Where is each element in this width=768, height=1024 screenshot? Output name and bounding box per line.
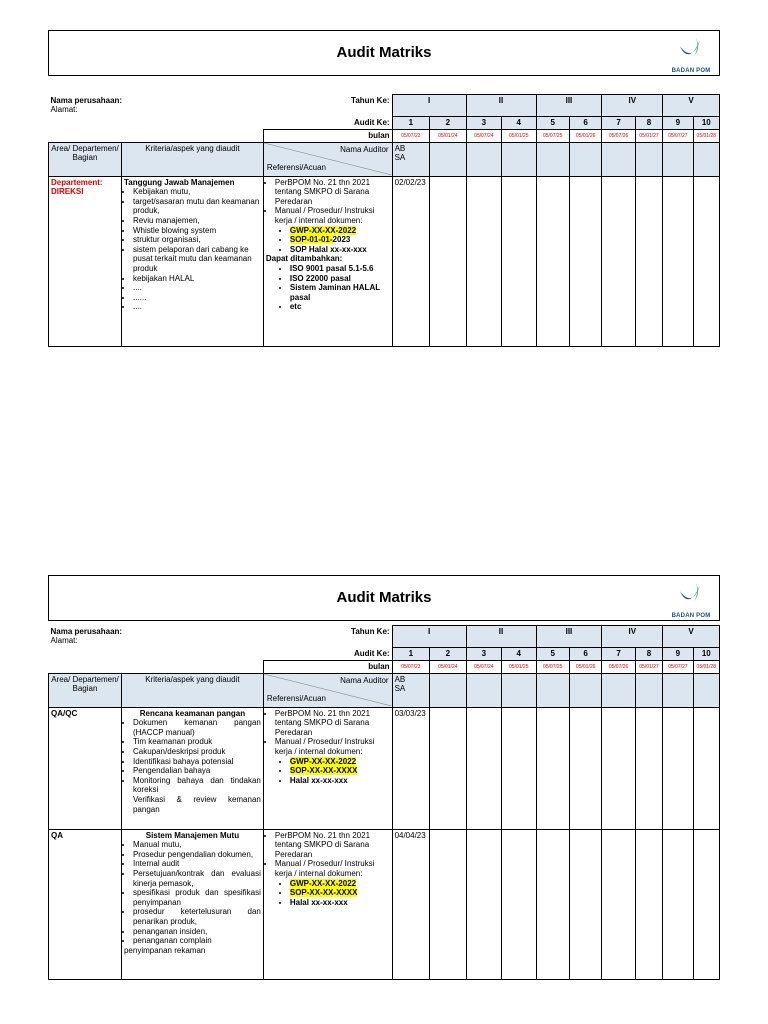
audit-table-2 (48, 625, 720, 980)
date-7: 05/07/26 (602, 660, 635, 673)
auditor-initials: AB SA (392, 673, 430, 707)
list-item: • SOP-01-01-2023 (290, 235, 390, 245)
list-item: • Cakupan/deskripsi produk (133, 747, 261, 757)
criteria-cell (121, 176, 263, 346)
list-item: • Prosedur pengendalian dokumen, (133, 850, 261, 860)
list-item: • Halal xx-xx-xxx (290, 898, 390, 908)
year-4: IV (602, 95, 663, 117)
criteria-header: Kriteria/aspek yang diaudit (121, 142, 263, 176)
date-3: 05/07/24 (466, 129, 501, 142)
criteria-tail: Verifikasi & review kemanan pangan (132, 794, 261, 814)
area-cell: QA (49, 829, 122, 979)
audit-1: 1 (392, 648, 430, 661)
list-item: • PerBPOM No. 21 thn 2021 tentang SMKPO di Sarana Peredaran (275, 709, 390, 738)
list-item: • spesifikasi produk dan spesifikasi penyimpanan (133, 888, 261, 907)
date-8: 05/01/27 (635, 660, 662, 673)
date-10: 05/01/28 (693, 129, 719, 142)
date-7: 05/07/26 (602, 129, 635, 142)
date-5: 05/07/25 (536, 660, 569, 673)
audit-7: 7 (602, 117, 635, 130)
list-item: • kebijakan HALAL (133, 274, 261, 284)
audit-5: 5 (536, 117, 569, 130)
audit-8: 8 (635, 648, 662, 661)
badan-pom-logo (666, 581, 716, 619)
list-item: • Monitoring bahaya dan tindakan koreksi (133, 776, 261, 795)
title-box (48, 575, 720, 621)
audit-2: 2 (430, 648, 467, 661)
auditor-ref-header (263, 142, 392, 176)
list-item: • Persetujuan/kontrak dan evaluasi kinerja pemasok, (133, 869, 261, 888)
bulan-label: bulan (263, 129, 392, 142)
list-item: • PerBPOM No. 21 thn 2021 tentang SMKPO di Sarana Peredaran (275, 178, 390, 207)
list-item: • Tim keamanan produk (133, 737, 261, 747)
company-name-label: Nama perusahaan: (50, 95, 123, 105)
company-info (49, 626, 264, 648)
audit-1: 1 (392, 117, 430, 130)
audit-3: 3 (466, 648, 501, 661)
area-cell: QA/QC (49, 707, 122, 829)
audit-date-cell: 02/02/23 (392, 176, 430, 346)
list-item: • Manual / Prosedur/ Instruksi kerja / internal dokumen: (275, 859, 390, 878)
list-item: • .... (133, 302, 261, 312)
date-10: 05/01/28 (693, 660, 719, 673)
auditor-ref-header (263, 673, 392, 707)
list-item: • GWP-XX-XX-2022 (290, 226, 390, 236)
company-name-label: Nama perusahaan: (50, 626, 123, 636)
badan-pom-logo (666, 36, 716, 74)
title-box (48, 30, 720, 76)
referensi-label: Referensi/Acuan (266, 694, 327, 703)
list-item: • target/sasaran mutu dan keamanan produk, (133, 197, 261, 216)
list-item: • Identifikasi bahaya potensial (133, 757, 261, 767)
year-2: II (466, 95, 536, 117)
audit-5: 5 (536, 648, 569, 661)
list-item: • .... (133, 283, 261, 293)
list-item: • SOP-XX-XX-XXXX (290, 888, 390, 898)
list-item: • penanganan insiden, (133, 927, 261, 937)
list-item: • penanganan complain (133, 936, 261, 946)
audit-4: 4 (502, 117, 536, 130)
criteria-cell (121, 829, 263, 979)
date-1: 05/07/23 (392, 660, 430, 673)
audit-table-1 (48, 94, 720, 347)
date-4: 05/01/25 (502, 129, 536, 142)
audit-2: 2 (430, 117, 467, 130)
list-item: • Kebijakan mutu, (133, 187, 261, 197)
audit-4: 4 (502, 648, 536, 661)
nama-auditor-label: Nama Auditor (340, 675, 389, 685)
reference-cell (263, 829, 392, 979)
audit-date-cell: 03/03/23 (392, 707, 430, 829)
list-item: • SOP-XX-XX-XXXX (290, 766, 390, 776)
date-9: 05/07/27 (663, 660, 693, 673)
page-title: Audit Matriks (336, 589, 432, 606)
criteria-tail: penyimpanan rekaman (123, 945, 206, 955)
audit-6: 6 (569, 117, 601, 130)
audit-8: 8 (635, 117, 662, 130)
date-6: 05/01/26 (569, 660, 601, 673)
list-item: • PerBPOM No. 21 thn 2021 tentang SMKPO di Sarana Peredaran (275, 831, 390, 860)
audit-9: 9 (663, 648, 693, 661)
date-4: 05/01/25 (502, 660, 536, 673)
table-row (49, 176, 720, 346)
audit-ke-label: Audit Ke: (354, 117, 390, 127)
area-cell: Departement: DIREKSI (49, 176, 122, 346)
tahun-ke-label: Tahun Ke: (351, 95, 390, 105)
audit-date-cell: 04/04/23 (392, 829, 430, 979)
year-5: V (663, 95, 720, 117)
list-item: • Whistle blowing system (133, 226, 261, 236)
list-item: • struktur organisasi, (133, 235, 261, 245)
audit-9: 9 (663, 117, 693, 130)
criteria-title: Rencana keamanan pangan (139, 708, 246, 718)
date-2: 05/01/24 (430, 660, 467, 673)
list-item: • Internal audit (133, 859, 261, 869)
list-item: • Manual / Prosedur/ Instruksi kerja / internal dokumen: (275, 206, 390, 225)
company-info (49, 95, 264, 117)
date-9: 05/07/27 (663, 129, 693, 142)
reference-cell (263, 176, 392, 346)
year-1: I (392, 95, 466, 117)
list-item: • Sistem Jaminan HALAL pasal (290, 283, 390, 302)
logo-text: BADAN POM (671, 613, 711, 619)
list-item: • Dokumen kemanan pangan (HACCP manual) (133, 718, 261, 737)
date-3: 05/07/24 (466, 660, 501, 673)
audit-6: 6 (569, 648, 601, 661)
address-label: Alamat: (50, 105, 78, 115)
list-item: • ISO 22000 pasal (290, 274, 390, 284)
audit-10: 10 (693, 117, 719, 130)
logo-swoosh-icon (676, 36, 706, 64)
list-item: • GWP-XX-XX-2022 (290, 757, 390, 767)
address-label: Alamat: (50, 636, 78, 646)
list-item: • Pengendalian bahaya (133, 766, 261, 776)
date-6: 05/01/26 (569, 129, 601, 142)
criteria-title: Tanggung Jawab Manajemen (123, 177, 235, 187)
extra-title: Dapat ditambahkan: (265, 254, 343, 264)
table-row (49, 707, 720, 829)
audit-3: 3 (466, 117, 501, 130)
auditor-initials: AB SA (392, 142, 430, 176)
list-item: • Reviu manajemen, (133, 216, 261, 226)
list-item: • GWP-XX-XX-2022 (290, 879, 390, 889)
audit-page-1 (48, 30, 720, 312)
list-item: • prosedur ketertelusuran dan penarikan produk, (133, 907, 261, 926)
date-1: 05/07/23 (392, 129, 430, 142)
audit-page-2 (48, 575, 720, 955)
area-header: Area/ Departemen/ Bagian (49, 673, 122, 707)
list-item: • SOP Halal xx-xx-xxx (290, 245, 390, 255)
year-3: III (536, 95, 602, 117)
tahun-ke-label: Tahun Ke: (351, 626, 390, 636)
criteria-title: Sistem Manajemen Mutu (145, 830, 240, 840)
nama-auditor-label: Nama Auditor (340, 144, 389, 154)
date-5: 05/07/25 (536, 129, 569, 142)
list-item: • etc (290, 302, 390, 312)
logo-text: BADAN POM (671, 68, 711, 74)
list-item: • Manual mutu, (133, 840, 261, 850)
audit-10: 10 (693, 648, 719, 661)
area-header: Area/ Departemen/ Bagian (49, 142, 122, 176)
list-item: • ISO 9001 pasal 5.1-5.6 (290, 264, 390, 274)
bulan-label: bulan (263, 660, 392, 673)
audit-7: 7 (602, 648, 635, 661)
year-3: III (536, 626, 602, 648)
year-1: I (392, 626, 466, 648)
referensi-label: Referensi/Acuan (266, 163, 327, 172)
criteria-header: Kriteria/aspek yang diaudit (121, 673, 263, 707)
list-item: • Halal xx-xx-xxx (290, 776, 390, 786)
list-item: • ...... (133, 293, 261, 303)
year-5: V (663, 626, 720, 648)
logo-swoosh-icon (676, 581, 706, 609)
audit-ke-label: Audit Ke: (354, 648, 390, 658)
date-8: 05/01/27 (635, 129, 662, 142)
year-4: IV (602, 626, 663, 648)
list-item: • Manual / Prosedur/ Instruksi kerja / internal dokumen: (275, 737, 390, 756)
reference-cell (263, 707, 392, 829)
list-item: • sistem pelaporan dari cabang ke pusat terkait mutu dan keamanan produk (133, 245, 261, 274)
date-2: 05/01/24 (430, 129, 467, 142)
year-2: II (466, 626, 536, 648)
criteria-cell (121, 707, 263, 829)
page-title: Audit Matriks (336, 44, 432, 61)
table-row (49, 829, 720, 979)
